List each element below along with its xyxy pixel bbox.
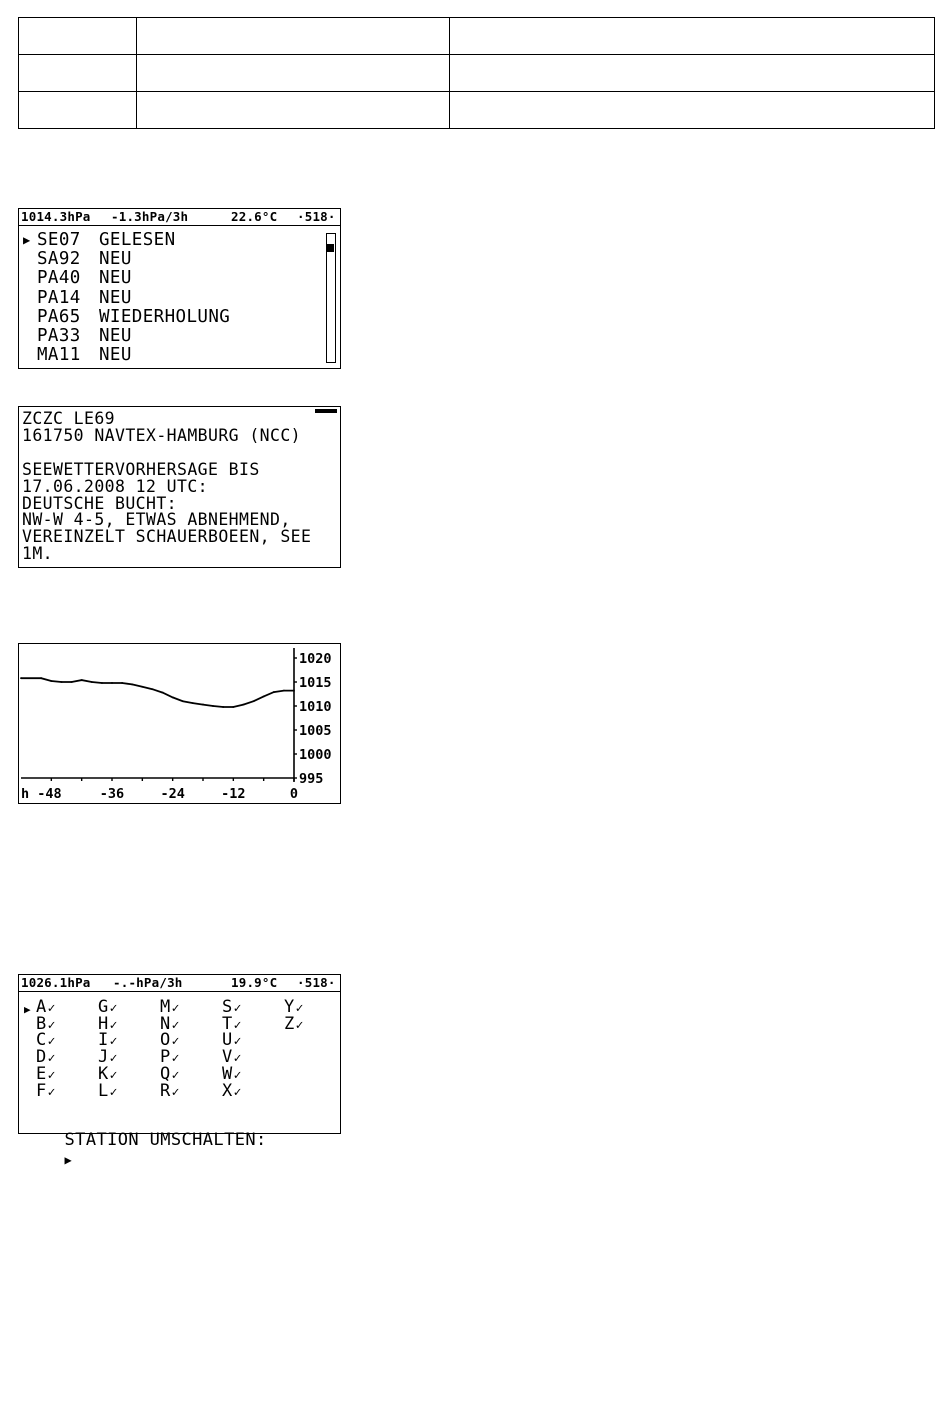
checkmark-icon: ✓ [109,1034,118,1050]
checkmark-icon: ✓ [233,1051,242,1067]
station-letter: E [36,1063,47,1084]
station-letter: H [98,1013,109,1034]
y-tick-label: 995 [299,771,324,787]
table-row [19,92,935,129]
data-point [182,700,184,702]
data-point [222,706,224,708]
message-text-screen [18,406,341,568]
station-letter: O [160,1030,171,1051]
data-point [40,677,42,679]
data-point [152,688,154,690]
pressure-trend: -.-hPa/3h [113,975,183,990]
station-letter: S [222,997,233,1017]
data-point [202,704,204,706]
table-cell [137,92,450,129]
data-point [283,690,285,692]
message-status: NEU [99,249,132,270]
checkmark-icon: ✓ [233,1084,242,1100]
station-letter: X [222,1080,233,1101]
station-letter: V [222,1047,233,1068]
message-id: PA65 [37,306,81,327]
checkmark-icon: ✓ [109,1067,118,1083]
checkmark-icon: ✓ [171,1017,180,1033]
message-line: ZCZC LE69 [22,409,116,428]
message-id: SA92 [37,249,81,270]
station-letter: M [160,997,171,1017]
station-letter: Z [284,1013,295,1034]
station-letter: L [98,1080,109,1101]
station-letter: I [98,1030,109,1051]
station-letter: B [36,1013,47,1034]
message-status: WIEDERHOLUNG [99,306,231,327]
data-point [253,700,255,702]
station-switch-row[interactable] [22,1112,267,1189]
message-status: GELESEN [99,230,176,250]
arrow-right-icon[interactable]: ▶ [64,1153,73,1167]
page-indicator [315,409,337,413]
checkmark-icon: ✓ [109,1051,118,1067]
data-point [91,681,93,683]
pressure-readout: 1014.3hPa [21,209,91,224]
message-id: PA40 [37,268,81,289]
checkmark-icon: ✓ [109,1017,118,1033]
station-r[interactable] [160,1080,180,1101]
station-letter: G [98,997,109,1017]
checkmark-icon: ✓ [47,1017,56,1033]
checkmark-icon: ✓ [47,1001,56,1016]
checkmark-icon: ✓ [171,1084,180,1100]
pressure-chart [19,644,339,802]
station-letter: W [222,1063,233,1084]
data-point [20,677,22,679]
station-letter: T [222,1013,233,1034]
x-tick-label: h -48 [21,786,62,802]
x-tick-label: -36 [99,786,125,802]
data-point [142,686,144,688]
table-cell [19,55,137,92]
message-id: PA33 [37,326,81,346]
table-cell [137,55,450,92]
message-line: DEUTSCHE BUCHT: [22,493,178,513]
message-line: 161750 NAVTEX-HAMBURG (NCC) [22,425,302,445]
y-tick-label: 1005 [299,723,332,739]
data-point [233,706,235,708]
message-list-screen [18,208,341,369]
table-cell [137,18,450,55]
checkmark-icon: ✓ [233,1034,242,1050]
table-row [19,18,935,55]
station-letter: Y [284,997,295,1017]
data-point [71,681,73,683]
data-point [273,691,275,693]
station-x[interactable] [222,1080,242,1101]
data-point [81,679,83,681]
station-letter: R [160,1080,171,1101]
message-line: SEEWETTERVORHERSAGE BIS [22,459,260,479]
data-point [263,696,265,698]
x-tick-label: 0 [289,786,299,802]
y-tick-label: 1015 [299,675,332,691]
checkmark-icon: ✓ [233,1067,242,1083]
checkmark-icon: ✓ [295,1001,304,1016]
data-point [121,682,123,684]
cursor-icon: ▶ [23,233,31,247]
temperature-readout: 19.9°C [231,975,278,990]
table-cell [450,18,935,55]
data-point [51,680,53,682]
checkmark-icon: ✓ [233,1001,242,1016]
data-point [172,697,174,699]
pressure-trend: -1.3hPa/3h [111,209,189,224]
table-row [19,55,935,92]
checkmark-icon: ✓ [171,1034,180,1050]
checkmark-icon: ✓ [171,1001,180,1016]
checkmark-icon: ✓ [109,1084,118,1100]
checkmark-icon: ✓ [47,1034,56,1050]
station-switch-label: STATION UMSCHALTEN: [64,1130,267,1150]
message-status: NEU [99,345,132,366]
checkmark-icon: ✓ [109,1001,118,1016]
data-point [131,684,133,686]
station-select-screen [18,974,341,1167]
scrollbar[interactable] [326,233,336,363]
data-point [162,692,164,694]
station-l[interactable] [98,1080,118,1101]
station-letter: A [36,997,47,1017]
cursor-icon: ▶ [24,1003,32,1016]
message-line: NW-W 4-5, ETWAS ABNEHMEND, [22,510,291,530]
station-letter: K [98,1063,109,1084]
frequency-readout: ·518· [297,975,336,990]
table-cell [19,92,137,129]
scroll-thumb[interactable] [327,244,334,252]
data-point [61,681,63,683]
pressure-readout: 1026.1hPa [21,975,91,990]
data-point [212,705,214,707]
message-id: SE07 [37,230,81,250]
message-id: MA11 [37,345,81,366]
y-tick-label: 1020 [299,651,332,667]
data-point [293,690,295,692]
status-bar [19,209,340,226]
checkmark-icon: ✓ [295,1017,304,1033]
x-tick-label: -12 [221,786,246,802]
station-letter: Q [160,1063,171,1084]
checkmark-icon: ✓ [233,1017,242,1033]
y-tick-label: 1010 [299,699,332,715]
table-cell [19,18,137,55]
table-cell [450,92,935,129]
message-line: VEREINZELT SCHAUERBOEEN, SEE [22,527,312,547]
station-letter: N [160,1013,171,1034]
station-f[interactable] [36,1080,56,1101]
data-point [111,682,113,684]
x-tick-label: -24 [160,786,185,802]
checkmark-icon: ✓ [171,1067,180,1083]
station-letter: C [36,1030,47,1051]
y-tick-label: 1000 [299,747,332,763]
table-cell [450,55,935,92]
empty-table [18,17,935,129]
message-status: NEU [99,287,132,308]
message-id: PA14 [37,287,81,308]
checkmark-icon: ✓ [47,1084,56,1100]
checkmark-icon: ✓ [171,1051,180,1067]
status-bar [19,975,340,992]
message-status: NEU [99,326,132,346]
pressure-graph-screen [18,643,341,804]
data-point [101,682,103,684]
station-z[interactable] [284,1013,304,1034]
checkmark-icon: ✓ [47,1067,56,1083]
data-point [192,702,194,704]
frequency-readout: ·518· [297,209,336,224]
station-letter: F [36,1080,47,1101]
station-letter: J [98,1047,109,1068]
station-letter: D [36,1047,47,1068]
message-line: 17.06.2008 12 UTC: [22,476,209,496]
data-point [243,704,245,706]
station-letter: P [160,1047,171,1068]
checkmark-icon: ✓ [47,1051,56,1067]
temperature-readout: 22.6°C [231,209,278,224]
station-letter: U [222,1030,233,1051]
message-line: 1M. [22,544,54,564]
message-status: NEU [99,268,132,289]
